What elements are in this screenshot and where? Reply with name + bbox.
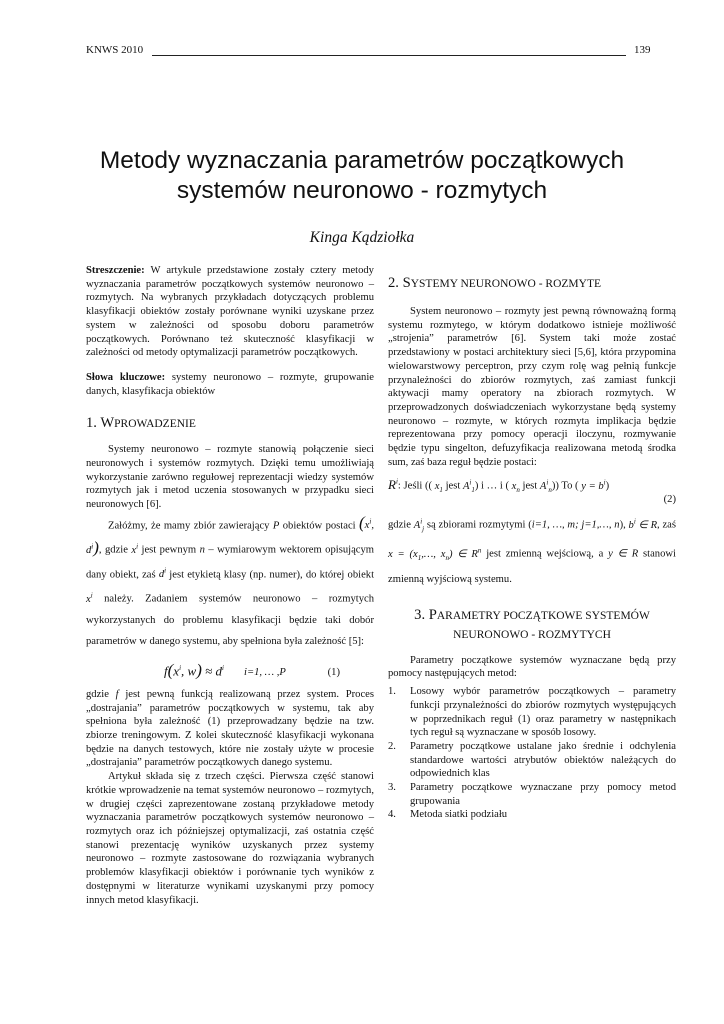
list-item: 4. Metoda siatki podziału	[388, 809, 508, 821]
object-x-notation: $x^i$	[86, 591, 93, 605]
section-3-intro: Parametry początkowe systemów wyznaczane będą przy pomocy następujących metod:	[388, 654, 676, 680]
left-column	[86, 264, 374, 907]
list-item: 2. Parametry początkowe ustalane jako średnie i odchylenia standardowe wartości atrybutów obiektów należących do odpowiednich klas	[388, 740, 676, 780]
right-column	[388, 274, 676, 822]
equation-1-number: (1)	[327, 666, 340, 678]
equation-2-number: (2)	[663, 494, 676, 506]
section-1-paragraph-1: Systemy neuronowo – rozmyte stanowią połączenie sieci neuronowych i systemów rozmytych. Dzięki temu umożliwiają wykorzystanie zarówno regułowej reprezentacji wiedzy systemów rozmytych jak i metod uczenia stosowanych w przypadku sieci neuronowych [6].	[86, 444, 374, 511]
section-2-paragraph-2: gdzie $A^i_j$ są zbiorami rozmytymi (i=1, …, m; j=1,…, n), $b^i$ ∈ R, zaś $x = (x_1,\dots$, $x_n$) ∈ $R^n$ jest zmienną wejściową, a y ∈ R stanowi zmienną wyjściową systemu.	[388, 517, 677, 585]
paper-author: Kinga Kądziołka	[309, 229, 415, 246]
equation-1: $f(x^i$, $w) \approx d^i$ i=1, … ,P (1)	[164, 660, 340, 680]
rule-equation: $R^i$: Jeśli (( $x_1$ jest $A^i_1$) i … i ( $x_n$ jest $A^i_n$)) To ( $y = b^i$) (2)	[388, 476, 676, 506]
running-header-left: KNWS 2010	[86, 44, 144, 56]
pair-notation: ($x^i$, $d^i$)	[86, 513, 374, 557]
list-item: 1. Losowy wybór parametrów początkowych – parametry funkcji przynależności do zbiorów rozmytych występujących w poprzednikach reguł (1) oraz parametry w następnikach tych reguł są wyznaczane w sposób losowy.	[388, 686, 676, 739]
section-1-paragraph-3: gdzie f jest pewną funkcją realizowaną przez system. Proces „dostrajania” parametrów początkowych w systemu, tak aby spełniona była zależność (1) przeprowadzany będzie na tzw. zbiorze treningowym. Z kolei skuteczność klasyfikacji wykonana będzie na danych testowych, które nie zostały użyte w procesie „dostrajania” parametrów początkowych danego systemu.	[86, 688, 375, 769]
section-1-paragraph-2: Załóżmy, że mamy zbiór zawierający P obiektów postaci ($x^i$, $d^i$), gdzie $x^i$ jest pewnym n – wymiarowym wektorem opisującym dany obiekt, zaś $d^i$ jest etykietą klasy (np. numer), do której obiekt $x^i$ należy. Zadaniem systemów neuronowo – rozmytych wykorzystanych do problemu klasyfikacji będzie taki dobór parametrów w danego systemu, aby spełniona była zależność [5]:	[86, 513, 375, 647]
section-3-heading: 3. PARAMETRY POCZĄTKOWE SYSTEMÓW NEURONOWO - ROZMYTYCH	[414, 606, 650, 641]
section-1-heading: 1. WPROWADZENIE	[86, 415, 196, 432]
keywords-text: systemy neuronowo – rozmyte, grupowanie danych, klasyfikacja obiektów	[86, 371, 374, 397]
section-1-paragraph-4: Artykuł składa się z trzech części. Pierwsza część stanowi krótkie wprowadzenie na temat systemów neuronowo – rozmytych, w drugiej części zaprezentowane zostaną przykładowe metody wyznaczania parametrów początkowych systemów neuronowo – rozmytych oraz ich późniejszej optymalizacji, zaś ostatnia część stanowi prezentację wyników uzyskanych przez systemy neuronowo – rozmyte zastosowane do rozwiązania wybranych problemów klasyfikacji obiektów i porównanie tych wyników z dostępnymi w literaturze wynikami uzyskanymi przy pomocy innych metod klasyfikacji.	[86, 771, 374, 906]
vector-x-notation: $x^i$	[131, 542, 139, 556]
list-item: 3. Parametry początkowe wyznaczane przy pomocy metod grupowania	[388, 782, 676, 807]
header-rule	[152, 55, 626, 56]
keywords	[86, 371, 374, 398]
section-2-paragraph-1: System neuronowo – rozmyty jest pewną równoważną formą systemu rozmytego, w którym dodatkowo istnieje możliwość „strojenia” parametrów [6]. System taki może zostać przedstawiony w postaci architektury sieci [5,6], która przypomina wielowarstwowy perceptron, przy czym rolę wag pełnią funkcje przynależności do zbiorów rozmytych, zaś zamiast funkcji aktywacji mamy operatory na zbiorach rozmytych. W przeprowadzonych doświadczeniach wykorzystane będą systemy neuronowo – rozmyte, w których rozmyta implikacja będzie reprezentowana przy pomocy operacji iloczynu, rozmywanie będzie typu singelton, defuzyfikacja realizowana metodą środka sum, zaś baza reguł będzie postaci:	[388, 306, 676, 468]
keywords-label: Słowa kluczowe:	[86, 371, 166, 383]
label-d-notation: $d^i$	[158, 566, 167, 581]
paper-title: Metody wyznaczania parametrów początkowych systemów neuronowo - rozmytych	[99, 147, 625, 204]
page-number: 139	[634, 44, 651, 56]
methods-list	[388, 685, 676, 822]
section-2-heading: 2. SYSTEMY NEURONOWO - ROZMYTE	[388, 275, 602, 291]
abstract	[86, 264, 374, 360]
abstract-label: Streszczenie:	[86, 265, 145, 276]
abstract-text: W artykule przedstawione zostały cztery metody wyznaczania parametrów początkowych systemów neuronowo – rozmytych. Na wybranych przykładach dotyczących problemu klasyfikacji obiektów zostały porównane wyniki uzyskane przez system w zależności od sposobu doboru parametrów początkowych. Porównano też skuteczność klasyfikacji w zależności od metody optymalizacji parametrów początkowych.	[86, 265, 374, 359]
